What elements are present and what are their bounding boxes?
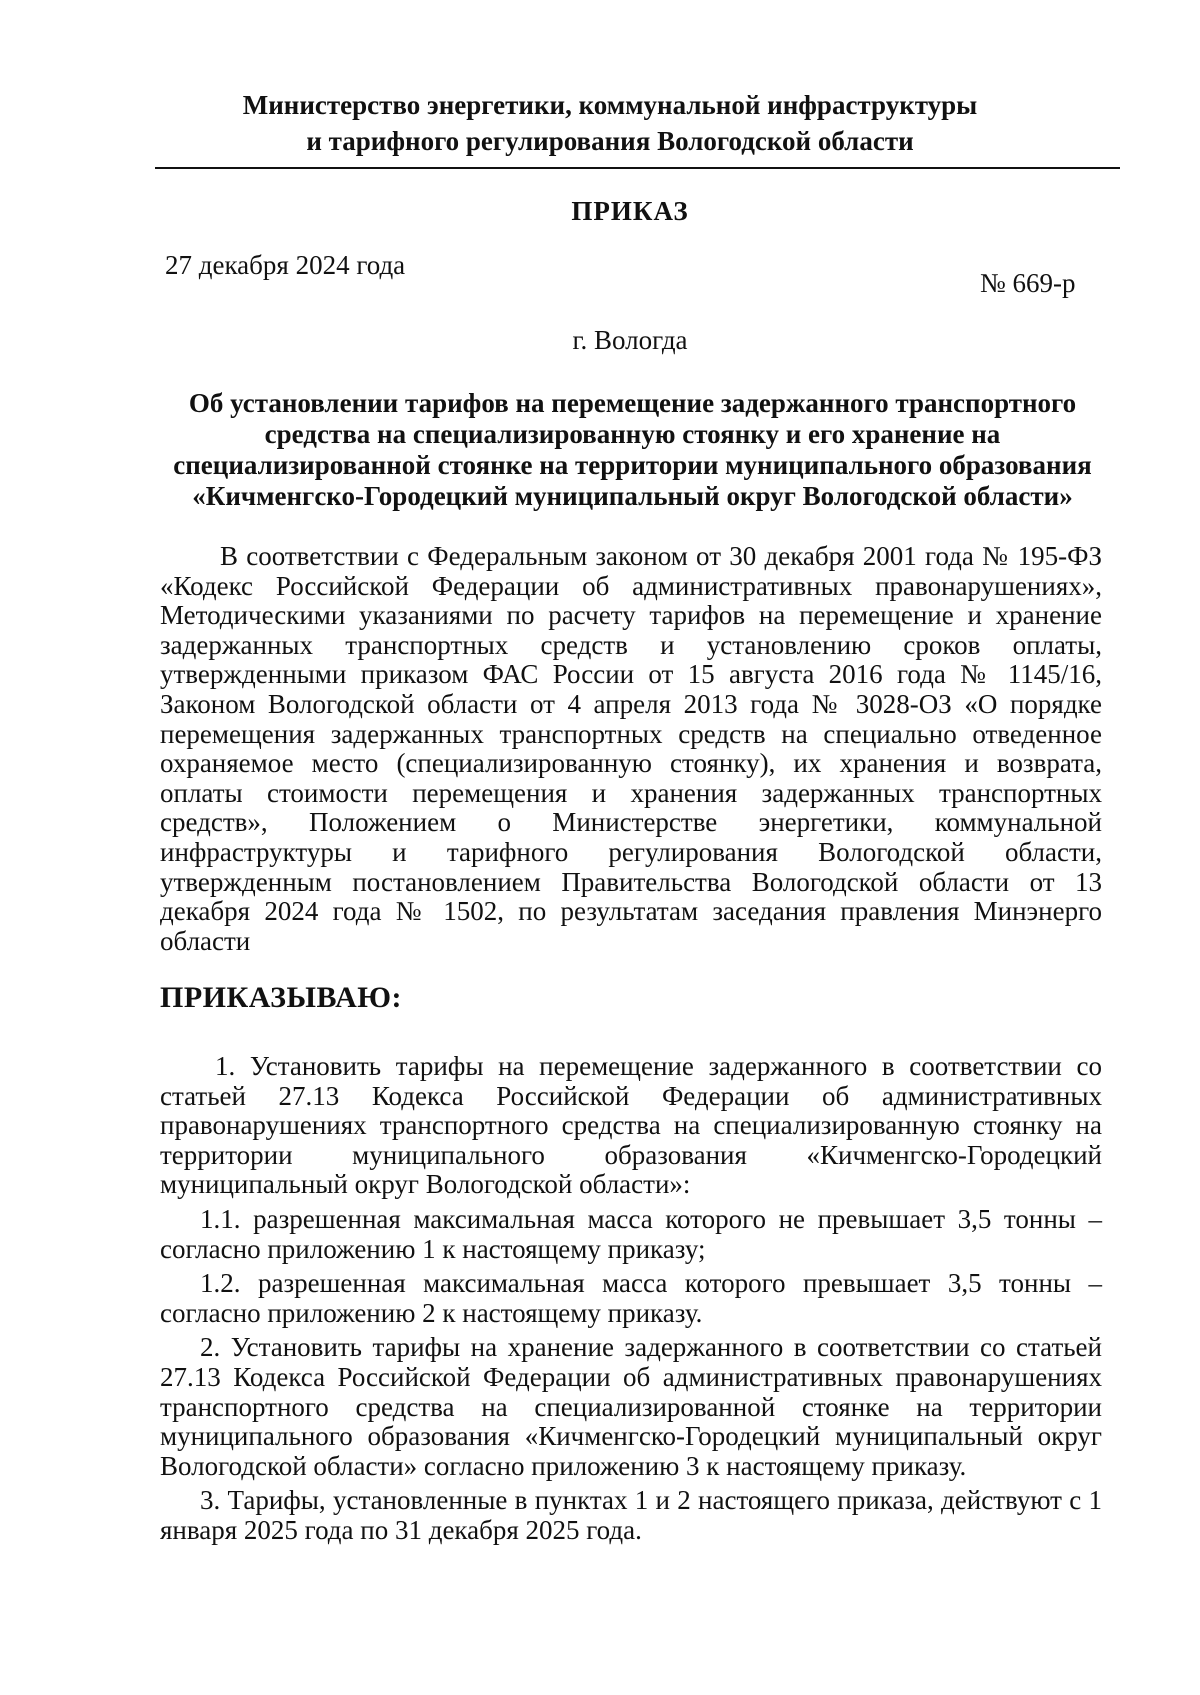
order-item-1: 1. Установить тарифы на перемещение задержанного в соответствии со статьей 27.13 Кодекса Российской Федерации об административных правонарушениях транспортного средства на специализированную стоянку на территории муниципального образования «Кичменгско-Городецкий муниципальный округ Вологодской области»: xyxy=(160,1051,1102,1200)
order-item-1-2: 1.2. разрешенная максимальная масса которого превышает 3,5 тонны – согласно приложению 2 к настоящему приказу. xyxy=(160,1268,1102,1328)
order-city: г. Вологда xyxy=(572,325,688,355)
preamble-paragraph: В соответствии с Федеральным законом от 30 декабря 2001 года № 195-ФЗ «Кодекс Российской Федерации об административных правонарушениях», Методическими указаниями по расчету тарифов на перемещение и хранение задержанных транспортных средств и установлению сроков оплаты, утвержденными приказом ФАС России от 15 августа 2016 года № 1145/16, Законом Вологодской области от 4 апреля 2013 года № 3028-ОЗ «О порядке перемещения задержанных транспортных средств на специально отведенное охраняемое место (специализированную стоянку), их хранения и возврата, оплаты стоимости перемещения и хранения задержанных транспортных средств», Положением о Министерстве энергетики, коммунальной инфраструктуры и тарифного регулирования Вологодской области, утвержденным постановлением Правительства Вологодской области от 13 декабря 2024 года № 1502, по результатам заседания правления Минэнерго области xyxy=(160,541,1102,956)
order-item-2: 2. Установить тарифы на хранение задержанного в соответствии со статьей 27.13 Кодекса Российской Федерации об административных правонарушениях транспортного средства на специализированной стоянке на территории муниципального образования «Кичменгско-Городецкий муниципальный округ Вологодской области» согласно приложению 3 к настоящему приказу. xyxy=(160,1332,1102,1481)
header-divider xyxy=(155,167,1120,169)
order-subject: Об установлении тарифов на перемещение задержанного транспортного средства на специализированную стоянку и его хранение на специализированной стоянке на территории муниципального образования «Кичменгско-Городецкий муниципальный округ Вологодской области» xyxy=(173,388,1092,511)
order-number: № 669-р xyxy=(980,268,1076,298)
order-items xyxy=(160,1052,1102,1551)
order-date: 27 декабря 2024 года xyxy=(165,250,406,280)
order-item-3: 3. Тарифы, установленные в пунктах 1 и 2 настоящего приказа, действуют с 1 января 2025 года по 31 декабря 2025 года. xyxy=(160,1485,1102,1545)
ministry-name-line2: и тарифного регулирования Вологодской области xyxy=(306,126,914,156)
document-type-title: ПРИКАЗ xyxy=(571,196,689,226)
decree-word: ПРИКАЗЫВАЮ: xyxy=(160,981,403,1014)
order-item-1-1: 1.1. разрешенная максимальная масса которого не превышает 3,5 тонны – согласно приложению 1 к настоящему приказу; xyxy=(160,1203,1102,1264)
ministry-name-line1: Министерство энергетики, коммунальной инфраструктуры xyxy=(242,90,978,120)
